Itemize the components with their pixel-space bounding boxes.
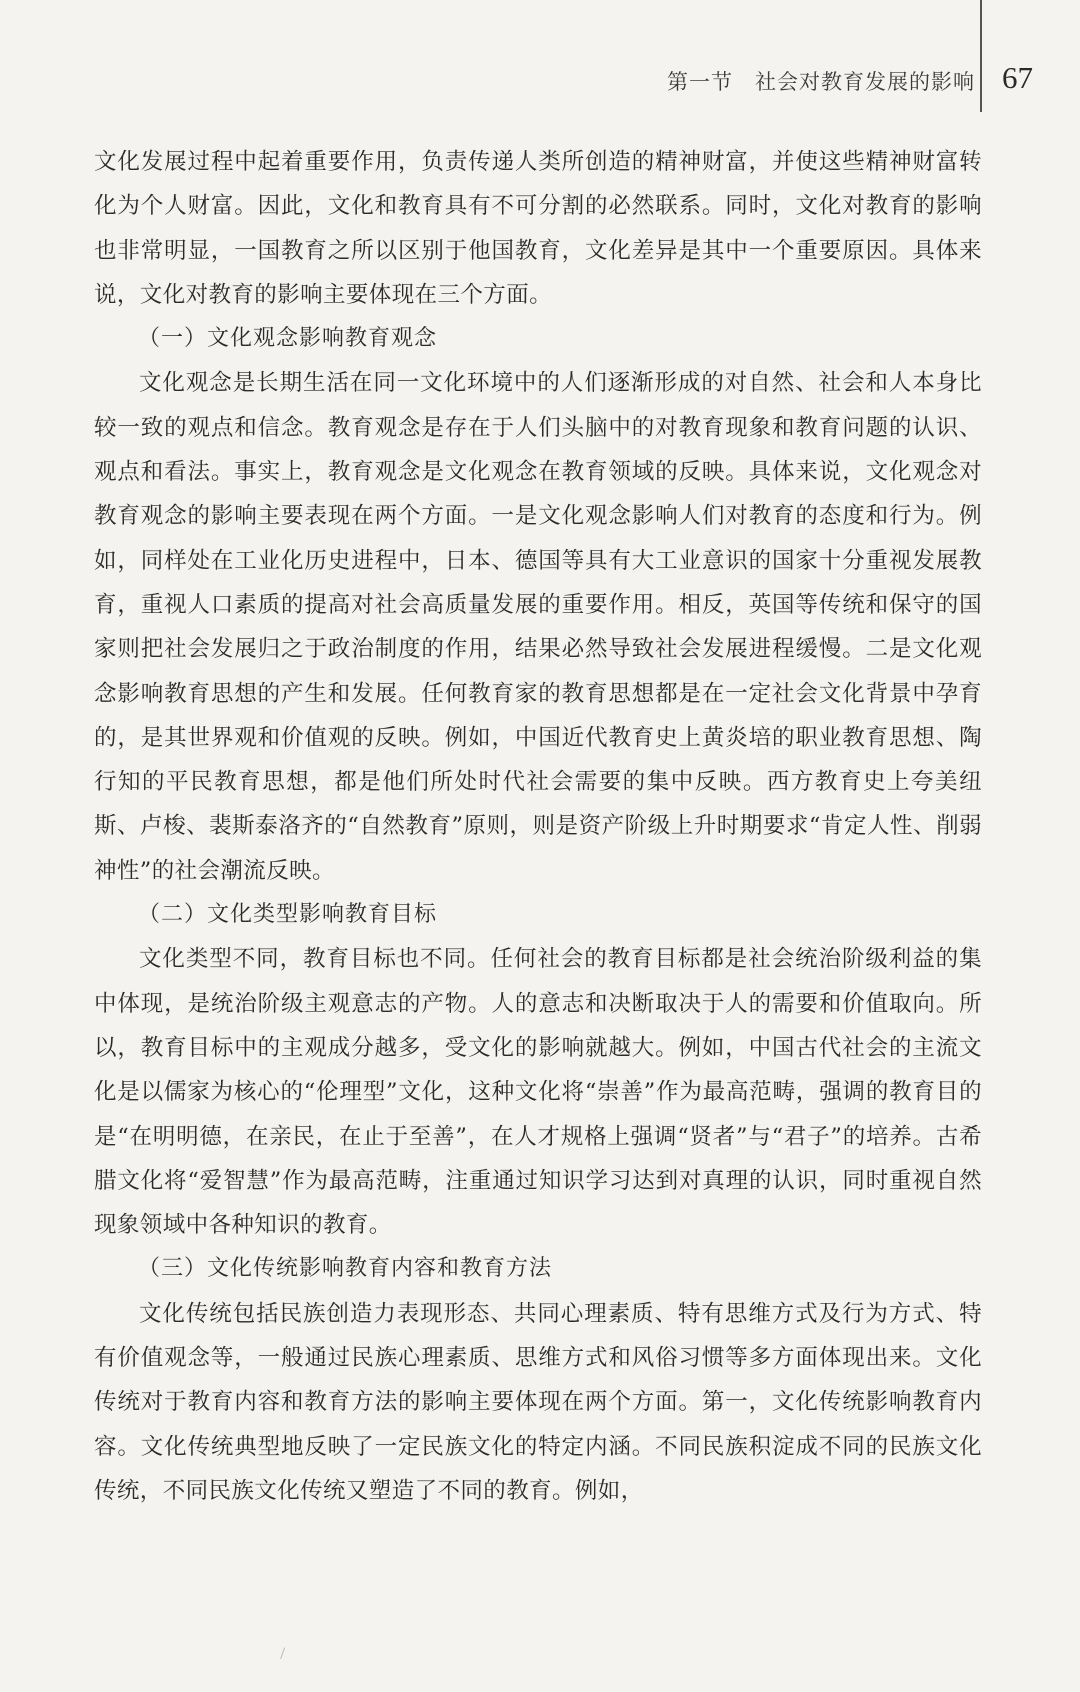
section-title: 社会对教育发展的影响 [755,70,975,94]
page-number: 67 [1002,60,1033,95]
paragraph: 文化类型不同，教育目标也不同。任何社会的教育目标都是社会统治阶级利益的集中体现，是统治阶级主观意志的产物。人的意志和决断取决于人的需要和价值取向。所以，教育目标中的主观成分越多，受文化的影响就越大。例如，中国古代社会的主流文化是以儒家为核心的“伦理型”文化，这种文化将“崇善”作为最高范畴，强调的教育目的是“在明明德，在亲民，在止于至善”，在人才规格上强调“贤者”与“君子”的培养。古希腊文化将“爱智慧”作为最高范畴，注重通过知识学习达到对真理的认识，同时重视自然现象领域中各种知识的教育。 [94,946,982,1239]
paragraph: 文化发展过程中起着重要作用，负责传递人类所创造的精神财富，并使这些精神财富转化为个人财富。因此，文化和教育具有不可分割的必然联系。同时，文化对教育的影响也非常明显，一国教育之所以区别于他国教育，文化差异是其中一个重要原因。具体来说，文化对教育的影响主要体现在三个方面。 [94,149,982,308]
pencil-mark [280,1647,290,1660]
header-divider [980,0,982,112]
body-text [94,140,982,1513]
subheading-2: （二）文化类型影响教育目标 [138,902,438,928]
paragraph: 文化观念是长期生活在同一文化环境中的人们逐渐形成的对自然、社会和人本身比较一致的观点和信念。教育观念是存在于人们头脑中的对教育现象和教育问题的认识、观点和看法。事实上，教育观念是文化观念在教育领域的反映。具体来说，文化观念对教育观念的影响主要表现在两个方面。一是文化观念影响人们对教育的态度和行为。例如，同样处在工业化历史进程中，日本、德国等具有大工业意识的国家十分重视发展教育，重视人口素质的提高对社会高质量发展的重要作用。相反，英国等传统和保守的国家则把社会发展归之于政治制度的作用，结果必然导致社会发展进程缓慢。二是文化观念影响教育思想的产生和发展。任何教育家的教育思想都是在一定社会文化背景中孕育的，是其世界观和价值观的反映。例如，中国近代教育史上黄炎培的职业教育思想、陶行知的平民教育思想，都是他们所处时代社会需要的集中反映。西方教育史上夸美纽斯、卢梭、裴斯泰洛齐的“自然教育”原则，则是资产阶级上升时期要求“肯定人性、削弱神性”的社会潮流反映。 [94,370,982,884]
running-head [667,66,975,96]
paragraph: 文化传统包括民族创造力表现形态、共同心理素质、特有思维方式及行为方式、特有价值观念等，一般通过民族心理素质、思维方式和风俗习惯等多方面体现出来。文化传统对于教育内容和教育方法的影响主要体现在两个方面。第一，文化传统影响教育内容。文化传统典型地反映了一定民族文化的特定内涵。不同民族积淀成不同的民族文化传统，不同民族文化传统又塑造了不同的教育。例如， [94,1300,982,1504]
subheading-3: （三）文化传统影响教育内容和教育方法 [138,1256,553,1282]
section-number: 第一节 [667,70,733,94]
subheading-1: （一）文化观念影响教育观念 [138,326,438,352]
